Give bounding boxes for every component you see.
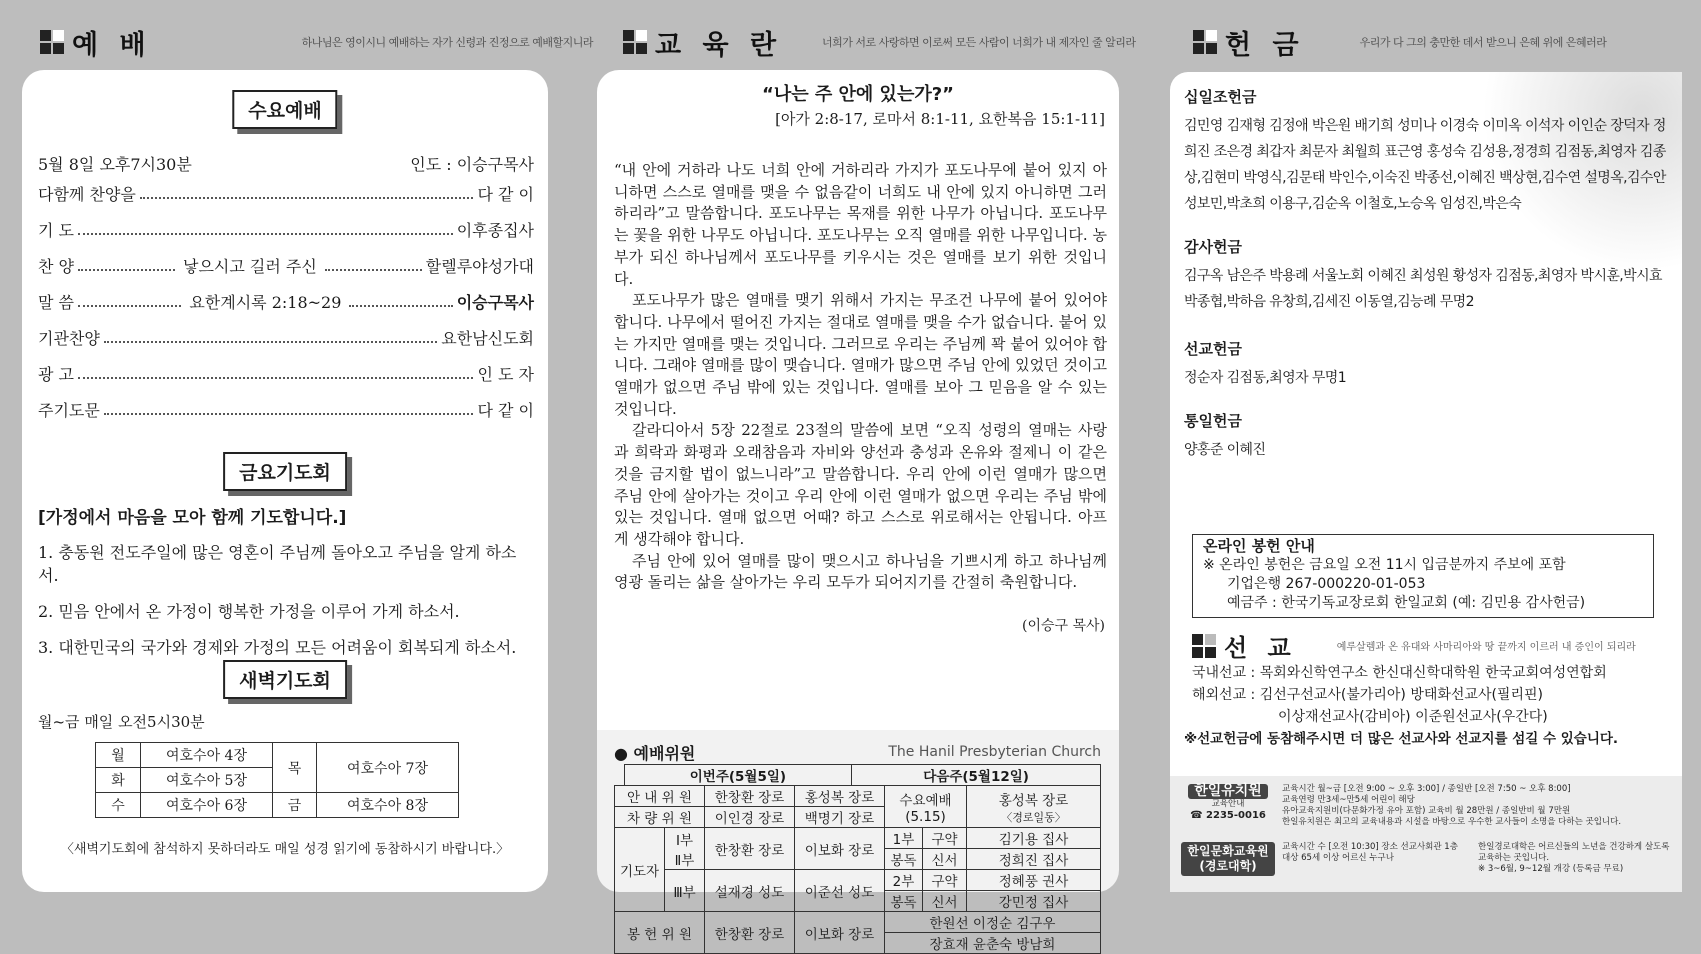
education-header <box>623 22 1136 62</box>
offering-names: 김민영 김재형 김정애 박은원 배기희 성미나 이경숙 이미옥 이석자 이인순 장덕자 정희진 조은경 최갑자 최문자 최월희 표근영 홍성숙 김성용,정경희 김점동,최영자 김종상,김현미 박영식,김문태 박인수,이숙진 박종선,이혜진 백상현,김수연 설명옥,김수안 성보민,박초희 이용구,김순옥 이철호,노승옥 임성진,박은숙 <box>1184 118 1666 212</box>
worship-panel <box>22 70 548 892</box>
staff-cell: 이보화 장로 <box>795 828 885 870</box>
article-body <box>614 160 1107 594</box>
staff-cell: 홍성복 장로 <box>795 786 885 807</box>
role-label: 차 량 위 원 <box>615 807 705 828</box>
kindergarten-line: 한일유치원은 최고의 교육내용과 시설을 바탕으로 우수한 교사들이 소명을 다하는 곳입니다. <box>1282 817 1622 827</box>
mission-title: 선 교 <box>1224 634 1297 662</box>
order-item <box>38 398 534 421</box>
kindergarten-info <box>1180 784 1672 828</box>
order-detail: 낳으시고 길러 주신 <box>182 257 317 276</box>
account-holder: 예금주 : 한국기독교장로회 한일교회 (예: 김민용 감사헌금) <box>1227 595 1586 611</box>
order-item <box>38 326 534 349</box>
worship-header <box>40 22 593 62</box>
kindergarten-badge: 한일유치원 <box>1188 784 1268 799</box>
part-label: Ⅰ부 Ⅱ부 <box>665 828 705 870</box>
staff-cell: 김기용 집사 <box>967 828 1101 849</box>
offering-names: 정순자 김점동,최영자 무명1 <box>1184 370 1347 386</box>
staff-section <box>614 742 1101 954</box>
wednesday-date: 5월 8일 오후7시30분 <box>38 155 192 174</box>
prayer-list <box>38 540 536 671</box>
friday-heading: [가정에서 마음을 모아 함께 기도합니다.] <box>38 508 347 528</box>
next-week: 다음주(5월12일) <box>852 765 1101 786</box>
online-offering-box <box>1192 534 1654 618</box>
education-subtitle: 너희가 서로 사랑하면 이로써 모든 사람이 너희가 내 제자인 줄 알리라 <box>822 36 1136 49</box>
offering-header <box>1193 22 1606 62</box>
dawn-day: 화 <box>96 768 141 793</box>
worship-subtitle: 하나님은 영이시니 예배하는 자가 신령과 진정으로 예배할지니라 <box>301 36 593 49</box>
staff-cell: 이인경 장로 <box>705 807 795 828</box>
online-title: 온라인 봉헌 안내 <box>1203 537 1315 555</box>
staff-cell: 정희진 집사 <box>967 849 1101 870</box>
order-detail: 요한계시록 2:18~29 <box>189 293 342 312</box>
dawn-day: 수 <box>96 793 141 818</box>
part-label: Ⅲ부 <box>665 870 705 912</box>
education-title: 교 육 란 <box>655 29 783 61</box>
culture-badge: 한일문화교육원 (경로대학) <box>1181 842 1274 876</box>
mission-header <box>1192 628 1636 663</box>
order-label: 광 고 <box>38 365 74 384</box>
friday-title: 금요기도회 <box>223 452 347 491</box>
prayer-item: 3. 대한민국의 국가와 경제와 가정의 모든 어려움이 회복되게 하소서. <box>38 638 517 657</box>
staff-cell: 신서 <box>923 891 967 912</box>
grid-icon <box>623 30 647 54</box>
wednesday-title: 수요예배 <box>232 90 337 129</box>
order-person: 다 같 이 <box>477 185 534 204</box>
offering-group-title: 감사헌금 <box>1184 238 1242 256</box>
staff-cell: 한원선 이정순 김구우 <box>885 912 1101 933</box>
role-label: 기도자 <box>615 828 665 912</box>
order-label: 말 씀 <box>38 293 74 312</box>
dawn-text: 여호수아 4장 <box>141 743 273 768</box>
order-person: 할렐루야성가대 <box>425 257 534 276</box>
article-author: (이승구 목사) <box>1022 618 1105 634</box>
order-label: 기관찬양 <box>38 329 100 348</box>
this-week: 이번주(5월5일) <box>624 765 852 786</box>
role-label: 안 내 위 원 <box>615 786 705 807</box>
culture-line: 교육시간 수 [오전 10:30] 장소 선교사회관 1층 <box>1282 842 1458 852</box>
education-panel <box>597 70 1119 953</box>
order-item <box>38 182 534 205</box>
staff-cell: 장효재 윤춘숙 방남희 <box>885 933 1101 954</box>
order-item <box>38 362 534 385</box>
staff-cell: 구약 <box>923 828 967 849</box>
dawn-text: 여호수아 7장 <box>317 743 459 793</box>
dawn-title: 새벽기도회 <box>223 660 347 699</box>
order-label: 다함께 찬양을 <box>38 185 136 204</box>
dawn-text: 여호수아 8장 <box>317 793 459 818</box>
bank-account: 기업은행 267-000220-01-053 <box>1227 576 1426 592</box>
order-person: 요한남신도회 <box>441 329 534 348</box>
mission-note: ※선교헌금에 동참해주시면 더 많은 선교사와 선교지를 섬길 수 있습니다. <box>1184 731 1619 747</box>
culture-line: 교육하는 곳입니다. <box>1478 853 1550 863</box>
mission-subtitle: 예루살렘과 온 유대와 사마리아와 땅 끝까지 이르러 내 증인이 되리라 <box>1336 642 1636 653</box>
offering-tithe <box>1184 86 1672 217</box>
order-label: 기 도 <box>38 221 74 240</box>
order-person: 인 도 자 <box>477 365 534 384</box>
offering-group-title: 십일조헌금 <box>1184 88 1257 106</box>
offering-thanks <box>1184 236 1672 315</box>
kindergarten-line: 유아교육지원비(다문화가정 유아 포함) 교육비 월 28만원 / 종일반비 월 7만원 <box>1282 806 1571 816</box>
offering-group-title: 선교헌금 <box>1184 340 1242 358</box>
order-item <box>38 254 534 277</box>
staff-cell: 신서 <box>923 849 967 870</box>
offering-mission <box>1184 338 1672 391</box>
staff-cell: 이보화 장로 <box>795 912 885 954</box>
staff-cell: 한창환 장로 <box>705 912 795 954</box>
culture-line: ※ 3~6월, 9~12월 개강 (등록금 무료) <box>1478 864 1624 874</box>
dawn-time: 월~금 매일 오전5시30분 <box>38 713 205 731</box>
dawn-text: 여호수아 5장 <box>141 768 273 793</box>
article-paragraph: 갈라디아서 5장 22절로 23절의 말씀에 보면 “오직 성령의 열매는 사랑과 희락과 화평과 오래참음과 자비와 양선과 충성과 온유와 절제니 이 같은 것을 금지할 법이 없느니라”고 말씀합니다. 우리 안에 이런 열매가 많으면 주님 안에 살아가는 것이고 우리 안에 이런 열매가 없으면 우리는 주님 밖에 있는 것입니다. 열매 없으면 어때? 하고 스스로 위로해서는 안됩니다. 아프게 생각해야 합니다. <box>614 421 1107 548</box>
dawn-note: 〈새벽기도회에 참석하지 못하더라도 매일 성경 읽기에 동참하시기 바랍니다.〉 <box>60 842 510 857</box>
order-item <box>38 290 534 313</box>
staff-cell: 봉독 <box>885 891 923 912</box>
culture-info <box>1180 842 1672 876</box>
mission-overseas: 해외선교 : 김선구선교사(불가리아) 방태화선교사(필리핀) <box>1192 687 1543 703</box>
article-paragraph: 포도나무가 많은 열매를 맺기 위해서 가지는 무조건 나무에 붙어 있어야 합니다. 나무에서 떨어진 가지는 절대로 열매를 맺을 수가 없습니다. 붙어 있는 가지만 열매를 맺는 것입니다. 그러므로 우리는 주님께 꽉 붙어 있어야 합니다. 그래야 열매를 많이 맺습니다. 열매가 많으면 주님 안에 있었던 것이고 열매가 없으면 주님 밖에 있는 것입니다. 열매를 보아 그 믿음을 알 수 있는 것입니다. <box>614 291 1107 418</box>
staff-cell: 백명기 장로 <box>795 807 885 828</box>
offering-panel <box>1170 72 1682 892</box>
article-paragraph: 주님 안에 있어 열매를 많이 맺으시고 하나님을 기쁘시게 하고 하나님께 영광 돌리는 삶을 살아가는 우리 모두가 되어지기를 간절히 축원합니다. <box>614 551 1107 592</box>
kindergarten-line: 교육연령 만3세~만5세 어린이 해당 <box>1282 795 1415 805</box>
staff-cell: 봉독 <box>885 849 923 870</box>
mission-list <box>1184 662 1619 750</box>
offering-title: 헌 금 <box>1225 29 1305 61</box>
staff-cell: 정혜풍 권사 <box>967 870 1101 891</box>
staff-cell: 1부 <box>885 828 923 849</box>
article-title: “나는 주 안에 있는가?” <box>761 84 954 105</box>
worship-title: 예 배 <box>72 29 152 61</box>
staff-cell: 2부 <box>885 870 923 891</box>
offering-names: 김구옥 남은주 박용례 서울노회 이혜진 최성원 황성자 김점동,최영자 박시훈,박시효 박종협,박하음 유창희,김세진 이동열,김능례 무명2 <box>1184 268 1662 310</box>
online-note: ※ 온라인 봉헌은 금요일 오전 11시 입금분까지 주보에 포함 <box>1203 557 1566 573</box>
staff-cell: 한창환 장로 <box>705 786 795 807</box>
kindergarten-line: 교육시간 월~금 [오전 9:00 ~ 오후 3:00] / 종일반 [오전 7:50 ~ 오후 8:00] <box>1282 784 1571 794</box>
order-label: 주기도문 <box>38 401 100 420</box>
order-item <box>38 218 534 241</box>
mission-domestic: 국내선교 : 목회와신학연구소 한신대신학대학원 한국교회여성연합회 <box>1192 665 1607 681</box>
grid-icon <box>1192 634 1216 658</box>
staff-cell: 이준선 성도 <box>795 870 885 912</box>
culture-line: 대상 65세 이상 어르신 누구나 <box>1282 853 1394 863</box>
kindergarten-phone: ☎ 2235-0016 <box>1190 810 1266 821</box>
church-name: The Hanil Presbyterian Church <box>888 744 1101 760</box>
grid-icon <box>40 30 64 54</box>
offering-names: 양홍준 이혜진 <box>1184 442 1266 458</box>
article-paragraph: “내 안에 거하라 나도 너희 안에 거하리라 가지가 포도나무에 붙어 있지 아니하면 스스로 열매를 맺을 수 없음같이 너희도 내 안에 있지 아니하면 그러하리라”고 말씀합니다. 포도나무는 목재를 위한 나무가 아닙니다. 포도나무는 꽃을 위한 나무도 아닙니다. 포도나무는 오직 열매를 위한 나무입니다. 농부가 되신 하나님께서 포도나무를 키우시는 것은 열매를 보기 위한 것입니다. <box>614 161 1107 288</box>
dawn-table <box>95 742 459 818</box>
dawn-day: 목 <box>273 743 317 793</box>
wed-service: 수요예배 (5.15) <box>885 786 967 828</box>
dawn-text: 여호수아 6장 <box>141 793 273 818</box>
staff-cell: 강민정 집사 <box>967 891 1101 912</box>
grid-icon <box>1193 30 1217 54</box>
role-label: 봉 헌 위 원 <box>615 912 705 954</box>
offering-unity <box>1184 410 1672 463</box>
wednesday-leader: 인도 : 이승구목사 <box>410 155 534 174</box>
mission-overseas-2: 이상재선교사(감비아) 이준원선교사(우간다) <box>1278 709 1548 725</box>
wednesday-info <box>38 152 534 175</box>
staff-cell: 한창환 장로 <box>705 828 795 870</box>
staff-table-body <box>614 785 1101 954</box>
kindergarten-sub: 교육안내 <box>1211 799 1245 809</box>
prayer-item: 1. 충동원 전도주일에 많은 영혼이 주님께 돌아오고 주님을 알게 하소서. <box>38 543 517 585</box>
prayer-item: 2. 믿음 안에서 온 가정이 행복한 가정을 이루어 가게 하소서. <box>38 602 460 621</box>
dawn-day: 금 <box>273 793 317 818</box>
order-label: 찬 양 <box>38 257 74 276</box>
order-person: 이승구목사 <box>456 293 534 312</box>
wed-elder: 홍성복 장로 〈경로일동〉 <box>967 786 1101 828</box>
staff-title: ● 예배위원 <box>614 743 696 763</box>
offering-group-title: 통일헌금 <box>1184 412 1242 430</box>
offering-subtitle: 우리가 다 그의 충만한 데서 받으니 은혜 위에 은혜러라 <box>1359 36 1607 49</box>
article-reference: [아가 2:8-17, 로마서 8:1-11, 요한복음 15:1-11] <box>775 110 1105 128</box>
culture-line: 한일경로대학은 어르신들의 노년을 건강하게 살도록 <box>1478 842 1670 852</box>
order-person: 다 같 이 <box>477 401 534 420</box>
dawn-day: 월 <box>96 743 141 768</box>
staff-cell: 구약 <box>923 870 967 891</box>
staff-table <box>614 764 1101 786</box>
staff-cell: 설재경 성도 <box>705 870 795 912</box>
order-person: 이후종집사 <box>456 221 534 240</box>
